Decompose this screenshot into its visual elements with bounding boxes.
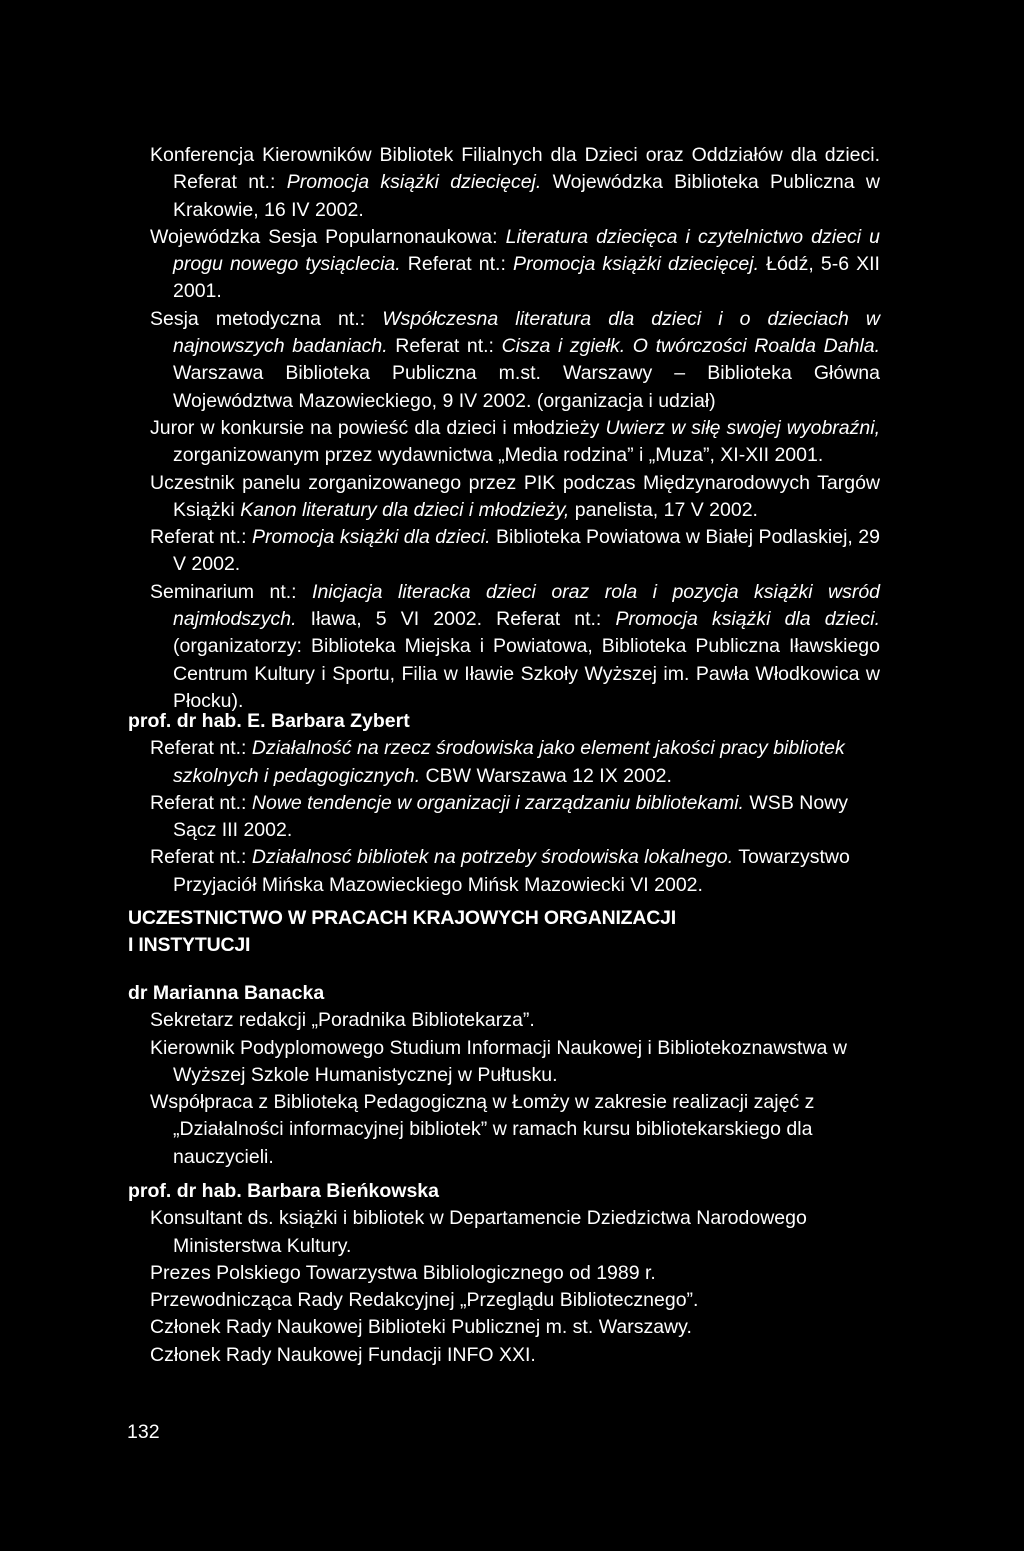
entry-text: Konsultant ds. książki i bibliotek w Departamencie Dziedzictwa Narodowego Ministerstwa Kultury.: [150, 1207, 807, 1257]
entry-item: [150, 1314, 880, 1341]
entry-item: [150, 1089, 880, 1171]
entry-item: [150, 1287, 880, 1314]
entry-title-text: Nowe tendencje w organizacji i zarządzaniu bibliotekami.: [251, 791, 744, 814]
entry-text: Uczestnik panelu zorganizowanego przez PIK podczas Międzynarodowych Targów Książki: [150, 471, 880, 521]
entry-item: [150, 1007, 880, 1034]
entry-item: [150, 470, 880, 525]
entry-text: Biblioteka Powiatowa w Białej Podlaskiej, 29 V 2002.: [173, 526, 880, 576]
entry-title-text: Inicjacja literacka dzieci oraz rola i pozycja książki wsród najmłodszych.: [173, 580, 881, 631]
entry-item: [150, 1205, 880, 1260]
entry-text: Współpraca z Biblioteką Pedagogiczną w Łomży w zakresie realizacji zajęć z „Działalności informacyjnej bibliotek” w ramach kursu bibliotekarskiego dla nauczycieli.: [150, 1091, 815, 1168]
entry-item: [150, 142, 880, 224]
entry-title-text: Działalnosć bibliotek na potrzeby środowiska lokalnego.: [251, 846, 734, 869]
section-heading-line-1: UCZESTNICTWO W PRACACH KRAJOWYCH ORGANIZACJI: [128, 907, 677, 929]
entry-title-text: Współczesna literatura dla dzieci i o dzieciach w najnowszych badaniach.: [173, 307, 880, 358]
entry-title-text: Cisza i zgiełk. O twórczości Roalda Dahla.: [501, 335, 880, 358]
entry-text: Referat nt.:: [387, 335, 502, 358]
entry-title-text: Promocja książki dla dzieci.: [251, 526, 491, 549]
entry-item: [150, 1260, 880, 1287]
entry-title-text: Literatura dziecięca i czytelnictwo dzieci u progu nowego tysiąclecia.: [173, 225, 880, 276]
entry-item: [150, 415, 880, 470]
entry-text: Wojewódzka Biblioteka Publiczna w Krakowie, 16 IV 2002.: [173, 171, 880, 221]
entry-text: Sesja metodyczna nt.:: [150, 307, 383, 330]
entry-text: Referat nt.:: [150, 737, 252, 760]
entry-text: Warszawa Biblioteka Publiczna m.st. Warszawy – Biblioteka Główna Województwa Mazowieckiego, 9 IV 2002. (organizacja i udział): [173, 362, 880, 412]
entry-text: Juror w konkursie na powieść dla dzieci i młodzieży: [150, 416, 606, 439]
entry-item: [150, 1035, 880, 1090]
person-entries: [128, 1007, 880, 1171]
page-number: 132: [127, 1421, 160, 1443]
entry-text: Kierownik Podyplomowego Studium Informacji Naukowej i Bibliotekoznawstwa w Wyższej Szkole Humanistycznej w Pułtusku.: [150, 1036, 847, 1086]
entry-text: Prezes Polskiego Towarzystwa Bibliologicznego od 1989 r.: [150, 1261, 656, 1284]
person-section-banacka: [128, 980, 880, 1171]
entry-item: [150, 224, 880, 306]
entry-text: Referat nt.:: [400, 253, 513, 276]
entry-item: [150, 1342, 880, 1369]
entry-item: [150, 524, 880, 579]
person-section-zybert: [128, 708, 880, 899]
entry-item: [150, 579, 880, 715]
entry-title-text: Promocja książki dla dzieci.: [615, 608, 880, 631]
person-section-bienkowska: [128, 1178, 880, 1369]
person-entries: [128, 735, 880, 899]
entry-title-text: Kanon literatury dla dzieci i młodzieży,: [240, 498, 570, 521]
entry-text: Seminarium nt.:: [150, 580, 313, 603]
section-heading-line-2: I INSTYTUCJI: [128, 934, 251, 956]
entry-item: [150, 306, 880, 415]
person-name: prof. dr hab. E. Barbara Zybert: [128, 710, 410, 732]
entry-text: Towarzystwo Przyjaciół Mińska Mazowieckiego Mińsk Mazowiecki VI 2002.: [173, 846, 850, 896]
entry-text: Konferencja Kierowników Bibliotek Filialnych dla Dzieci oraz Oddziałów dla dzieci. Referat nt.:: [150, 144, 880, 194]
person-name: prof. dr hab. Barbara Bieńkowska: [128, 1180, 440, 1202]
entry-text: Sekretarz redakcji „Poradnika Bibliotekarza”.: [150, 1009, 535, 1032]
entry-title-text: Promocja książki dziecięcej.: [286, 171, 542, 194]
entry-text: Członek Rady Naukowej Fundacji INFO XXI.: [150, 1343, 536, 1366]
entry-text: zorganizowanym przez wydawnictwa „Media rodzina” i „Muza”, XI-XII 2001.: [173, 444, 824, 467]
person-entries: [128, 1205, 880, 1369]
entry-item: [150, 844, 880, 899]
entry-text: CBW Warszawa 12 IX 2002.: [420, 764, 672, 787]
entry-text: Referat nt.:: [150, 846, 252, 869]
entry-item: [150, 735, 880, 790]
section-heading: [128, 905, 888, 959]
entry-text: Referat nt.:: [150, 526, 252, 549]
entry-text: Członek Rady Naukowej Biblioteki Publicznej m. st. Warszawy.: [150, 1316, 692, 1339]
entry-title-text: Uwierz w siłę swojej wyobraźni,: [605, 416, 880, 439]
person-name: dr Marianna Banacka: [128, 982, 325, 1004]
entry-text: panelista, 17 V 2002.: [569, 498, 758, 521]
entry-title-text: Działalność na rzecz środowiska jako element jakości pracy bibliotek szkolnych i pedagogicznych.: [173, 737, 845, 787]
entry-text: Przewodnicząca Rady Redakcyjnej „Przeglądu Bibliotecznego”.: [150, 1289, 699, 1312]
entry-title-text: Promocja książki dziecięcej.: [512, 253, 760, 276]
entry-text: (organizatorzy: Biblioteka Miejska i Powiatowa, Biblioteka Publiczna Iławskiego Centrum Kultury i Sportu, Filia w Iławie Szkoły Wyższej im. Pawła Włodkowica w Płocku).: [173, 635, 880, 712]
entry-text: Wojewódzka Sesja Popularnonaukowa:: [150, 225, 506, 248]
activity-list: [150, 142, 880, 715]
entry-text: WSB Nowy Sącz III 2002.: [173, 791, 848, 842]
entry-item: [150, 790, 880, 845]
entry-text: Referat nt.:: [150, 791, 252, 814]
entry-text: Iława, 5 VI 2002. Referat nt.:: [296, 608, 616, 631]
entry-text: Łódź, 5-6 XII 2001.: [173, 253, 880, 303]
